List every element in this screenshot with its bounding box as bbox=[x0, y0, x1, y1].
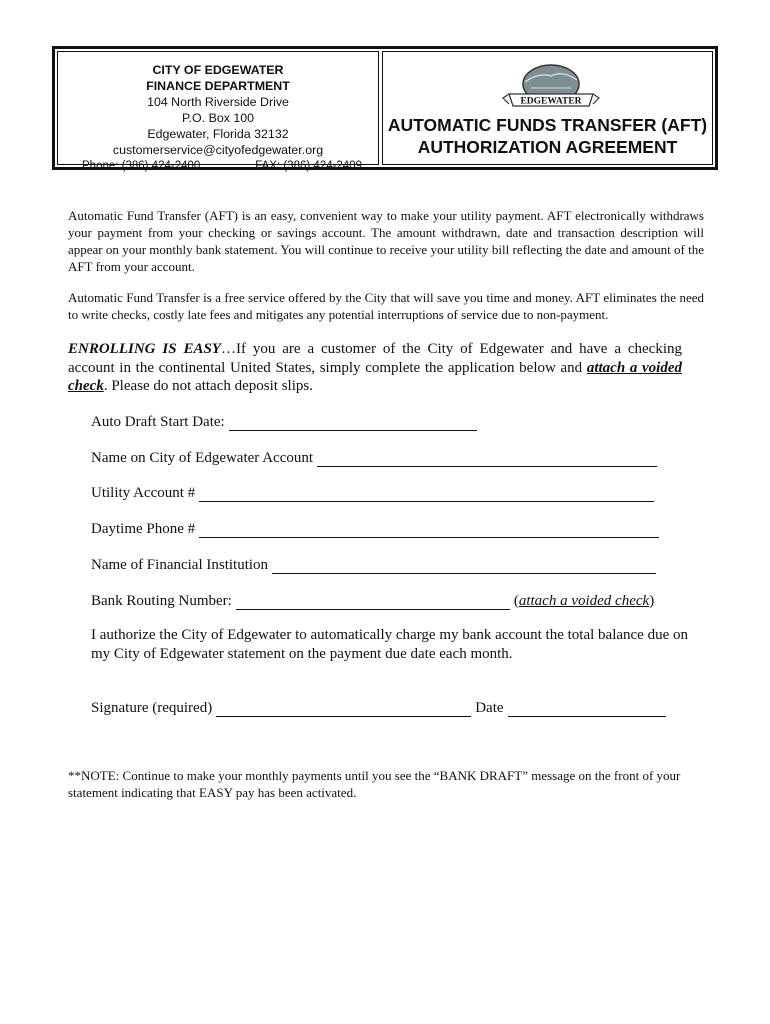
address-line-3: Edgewater, Florida 32132 bbox=[147, 127, 289, 141]
intro-paragraph-2: Automatic Fund Transfer is a free service offered by the City that will save you time and money. AFT eliminates the need to write checks, costly late fees and mitigates any potential interruptions of service due to non-payment. bbox=[68, 290, 704, 322]
city-seal-logo bbox=[501, 60, 601, 112]
signature-row bbox=[91, 697, 666, 717]
dept-name: FINANCE DEPARTMENT bbox=[146, 79, 290, 93]
org-name: CITY OF EDGEWATER bbox=[152, 63, 284, 77]
form-title-line-1: AUTOMATIC FUNDS TRANSFER (AFT) bbox=[387, 115, 708, 135]
title-block bbox=[382, 51, 713, 165]
enroll-text: …If you are a customer of the City of Edgewater and have a checking account in the continental United States, simply complete the application below and bbox=[68, 341, 683, 376]
signature-label: Signature (required) bbox=[91, 700, 213, 716]
enroll-lead: ENROLLING IS EASY bbox=[68, 341, 221, 357]
phone-number: Phone: (386) 424-2400 bbox=[82, 160, 201, 172]
institution-line[interactable] bbox=[272, 558, 656, 574]
contact-block bbox=[57, 51, 379, 172]
utility-account-label: Utility Account # bbox=[91, 485, 196, 501]
routing-label: Bank Routing Number: bbox=[91, 593, 232, 609]
address-line-2: P.O. Box 100 bbox=[181, 111, 255, 125]
address-line-1: 104 North Riverside Drive bbox=[147, 95, 289, 109]
institution-label: Name of Financial Institution bbox=[91, 557, 269, 573]
date-line[interactable] bbox=[508, 701, 666, 717]
start-date-row bbox=[91, 411, 477, 431]
logo-text: EDGEWATER bbox=[520, 96, 582, 107]
date-label: Date bbox=[475, 700, 504, 716]
account-name-row bbox=[91, 447, 657, 467]
authorization-text: I authorize the City of Edgewater to automatically charge my bank account the total balance due on my City of Edgewater statement on the payment due date each month. bbox=[91, 627, 688, 662]
routing-note: attach a voided check bbox=[518, 593, 650, 609]
phone-line[interactable] bbox=[199, 522, 659, 538]
routing-row: Bank Routing Number: (attach a voided check) bbox=[91, 593, 655, 609]
form-title-line-2: AUTHORIZATION AGREEMENT bbox=[417, 137, 678, 157]
start-date-line[interactable] bbox=[229, 415, 477, 431]
account-name-label: Name on City of Edgewater Account bbox=[91, 450, 314, 466]
phone-row bbox=[91, 518, 659, 538]
enroll-emphasis: attach a voided check bbox=[68, 359, 683, 394]
fax-number: FAX: (386) 424-2409 bbox=[255, 160, 362, 172]
enroll-tail: . Please do not attach deposit slips. bbox=[103, 378, 313, 394]
utility-account-line[interactable] bbox=[199, 486, 654, 502]
phone-label: Daytime Phone # bbox=[91, 521, 196, 537]
enroll-paragraph bbox=[68, 340, 682, 396]
footer-note: **NOTE: Continue to make your monthly payments until you see the “BANK DRAFT” message on the front of your statement indicating that EASY pay has been activated. bbox=[68, 768, 681, 800]
header-box bbox=[52, 46, 718, 170]
utility-account-row bbox=[91, 482, 654, 502]
routing-line[interactable] bbox=[236, 594, 510, 610]
institution-row bbox=[91, 554, 656, 574]
email: customerservice@cityofedgewater.org bbox=[112, 143, 324, 157]
start-date-label: Auto Draft Start Date: bbox=[91, 414, 225, 430]
signature-line[interactable] bbox=[216, 701, 471, 717]
account-name-line[interactable] bbox=[317, 451, 657, 467]
intro-paragraph-1: Automatic Fund Transfer (AFT) is an easy, convenient way to make your utility payment. AFT electronically withdraws your payment from your checking or savings account. The amount withdrawn, date and transaction description will appear on your monthly bank statement. You will continue to receive your utility bill reflecting the date and amount of the AFT from your account. bbox=[68, 208, 704, 274]
